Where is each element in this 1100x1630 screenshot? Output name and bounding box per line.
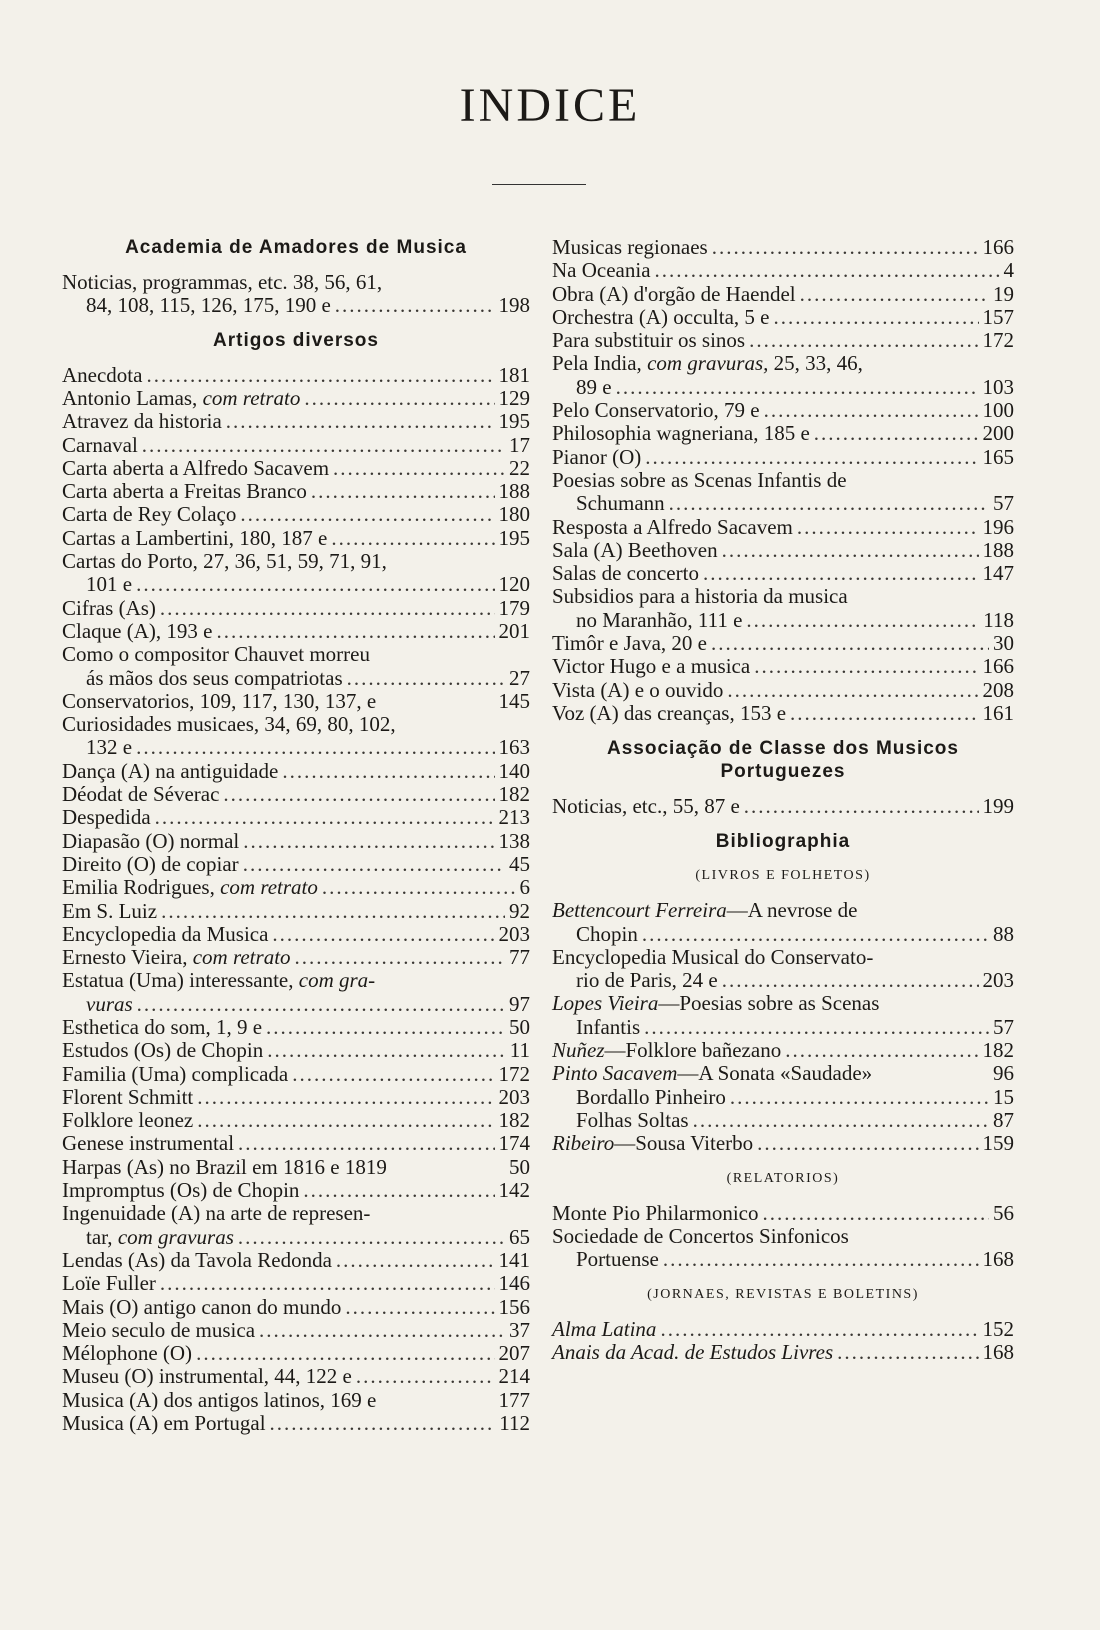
entry-page-number: 214	[498, 1364, 530, 1389]
entry-page-number: 156	[498, 1294, 530, 1319]
index-entry	[552, 1086, 1014, 1109]
entry-page-number: 87	[993, 1107, 1014, 1132]
entry-title: Pelo Conservatorio, 79 e	[552, 398, 760, 423]
entry-title: Carta de Rey Colaço	[62, 502, 237, 527]
entry-page-number: 57	[993, 491, 1014, 516]
index-entry	[62, 527, 530, 550]
index-entry	[62, 760, 530, 783]
entry-title: Musica (A) em Portugal	[62, 1411, 266, 1436]
index-entry	[62, 736, 530, 759]
entry-page-number: 203	[498, 1084, 530, 1109]
subheading-livros: (LIVROS E FOLHETOS)	[695, 868, 871, 884]
entry-page-number: 11	[509, 1038, 530, 1063]
entry-page-number: 203	[498, 921, 530, 946]
entry-title: 132 e	[86, 735, 133, 760]
index-entry	[62, 900, 530, 923]
entry-title: ás mãos dos seus compatriotas	[86, 665, 343, 690]
entry-title: Bettencourt Ferreira—A nevrose de	[552, 898, 858, 923]
entry-page-number: 188	[982, 537, 1014, 562]
entry-page-number: 92	[509, 898, 530, 923]
index-entry	[552, 899, 1014, 922]
index-entry	[552, 399, 1014, 422]
section-heading-academia: Academia de Amadores de Musica	[125, 237, 467, 258]
index-entry: Noticias, programmas, etc. 38, 56, 61,	[62, 269, 383, 294]
index-entry	[552, 1202, 1014, 1225]
index-entry	[552, 969, 1014, 992]
entry-page-number: 4	[1003, 258, 1014, 283]
index-entry	[62, 993, 530, 1016]
entry-page-number: 201	[498, 618, 530, 643]
index-entry	[552, 1062, 1014, 1085]
entry-title: no Maranhão, 111 e	[576, 607, 743, 632]
entry-title: Vista (A) e o ouvido	[552, 677, 724, 702]
entry-title: Atravez da historia	[62, 409, 222, 434]
entry-title: Folklore leonez	[62, 1108, 194, 1133]
entry-title: Nuñez—Folklore bañezano	[552, 1038, 782, 1062]
index-entry	[552, 609, 1014, 632]
entry-title: Esthetica do som, 1, 9 e	[62, 1015, 263, 1039]
index-entry	[552, 1341, 1014, 1364]
entry-title: Meio seculo de musica	[62, 1317, 256, 1342]
entry-page-number: 97	[509, 991, 530, 1016]
index-entry	[62, 434, 530, 457]
entry-title: Musicas regionaes	[552, 235, 708, 259]
entry-page-number: 200	[982, 421, 1014, 446]
entry-page-number: 172	[982, 328, 1014, 353]
entry-title: Carnaval	[62, 432, 138, 457]
entry-title: Ernesto Vieira, com retrato	[62, 945, 291, 970]
entry-page-number: 177	[498, 1387, 530, 1412]
entry-title: Carta aberta a Alfredo Sacavem	[62, 455, 330, 480]
entry-page-number: 147	[982, 561, 1014, 586]
index-entry	[552, 283, 1014, 306]
index-entry	[62, 364, 530, 387]
entry-page-number: 152	[982, 1316, 1014, 1341]
entry-title: Déodat de Séverac	[62, 782, 220, 807]
entry-title: Ribeiro—Sousa Viterbo	[552, 1131, 754, 1156]
subheading-jornaes: (JORNAES, REVISTAS E BOLETINS)	[647, 1287, 919, 1303]
index-entry	[552, 923, 1014, 946]
entry-page-number: 141	[498, 1247, 530, 1272]
index-entry	[62, 1272, 530, 1295]
entry-title: Estudos (Os) de Chopin	[62, 1038, 264, 1063]
entry-title: Familia (Uma) complicada	[62, 1061, 289, 1086]
index-entry	[62, 1342, 530, 1365]
entry-title: Como o compositor Chauvet morreu	[62, 642, 370, 667]
index-entry	[552, 1109, 1014, 1132]
entry-title: Pinto Sacavem—A Sonata «Saudade»	[552, 1061, 873, 1086]
entry-page-number: 208	[982, 677, 1014, 702]
entry-page-number: 168	[982, 1340, 1014, 1365]
entry-page-number: 157	[982, 304, 1014, 329]
index-entry	[62, 969, 530, 992]
index-list-relatorios	[552, 1202, 1014, 1272]
entry-page-number: 195	[498, 409, 530, 434]
entry-page-number: 118	[983, 607, 1014, 632]
entry-page-number: 196	[982, 514, 1014, 539]
entry-title: rio de Paris, 24 e	[576, 968, 718, 993]
index-list-livros	[552, 899, 1014, 1155]
index-entry	[62, 1086, 530, 1109]
entry-title: Dança (A) na antiguidade	[62, 758, 279, 783]
index-entry: 84, 108, 115, 126, 175, 190 e ..... 198	[62, 294, 530, 317]
entry-title: Alma Latina	[552, 1316, 657, 1341]
index-entry	[552, 329, 1014, 352]
index-entry	[552, 492, 1014, 515]
index-entry	[62, 853, 530, 876]
entry-title: Cartas do Porto, 27, 36, 51, 59, 71, 91,	[62, 549, 387, 574]
index-entry	[62, 1412, 530, 1435]
entry-title: Encyclopedia Musical do Conservato-	[552, 944, 874, 969]
entry-title: Mais (O) antigo canon do mundo	[62, 1294, 342, 1319]
index-entry	[62, 480, 530, 503]
entry-title: Schumann	[576, 491, 665, 516]
entry-page-number: 165	[982, 444, 1014, 469]
entry-title: Subsidios para a historia da musica	[552, 584, 848, 609]
entry-title: Antonio Lamas, com retrato	[62, 385, 301, 410]
entry-title: Voz (A) das creanças, 153 e	[552, 700, 787, 725]
entry-page-number: 30	[993, 631, 1014, 656]
entry-title: Em S. Luiz	[62, 898, 158, 923]
index-entry	[62, 806, 530, 829]
entry-page-number: 77	[509, 945, 530, 970]
entry-title: Musica (A) dos antigos latinos, 169 e	[62, 1387, 377, 1412]
left-column	[62, 236, 530, 1435]
index-entry	[552, 946, 1014, 969]
entry-title: 101 e	[86, 572, 133, 597]
entry-page-number: 172	[498, 1061, 530, 1086]
entry-page-number: 166	[982, 235, 1014, 259]
entry-title: Lopes Vieira—Poesias sobre as Scenas	[552, 991, 880, 1016]
index-entry	[62, 876, 530, 899]
entry-page-number: 145	[498, 688, 530, 713]
entry-title: Resposta a Alfredo Sacavem	[552, 514, 793, 539]
entry-page-number: 168	[982, 1247, 1014, 1272]
index-entry	[62, 946, 530, 969]
entry-page-number: 213	[498, 805, 530, 830]
entry-page-number: 50	[509, 1154, 530, 1179]
index-entry	[552, 1016, 1014, 1039]
entry-title: Loïe Fuller	[62, 1271, 156, 1296]
entry-title: Anecdota	[62, 362, 143, 387]
entry-page-number: 100	[982, 398, 1014, 423]
section-heading-artigos: Artigos diversos	[213, 329, 379, 351]
index-entry	[62, 690, 530, 713]
entry-title: Pela India, com gravuras, 25, 33, 46,	[552, 351, 863, 376]
entry-title: Florent Schmitt	[62, 1084, 194, 1109]
index-entry	[62, 1365, 530, 1388]
entry-title: Philosophia wagneriana, 185 e	[552, 421, 810, 446]
entry-title: 89 e	[576, 374, 612, 399]
index-entry	[62, 1319, 530, 1342]
entry-page-number: 182	[498, 1108, 530, 1133]
entry-page-number: 142	[498, 1178, 530, 1203]
entry-page-number: 182	[982, 1038, 1014, 1062]
entry-title: Portuense	[576, 1247, 659, 1272]
index-entry	[552, 422, 1014, 445]
entry-page-number: 50	[509, 1015, 530, 1039]
section-heading-bibliographia: Bibliographia	[715, 830, 851, 852]
index-entry	[62, 1202, 530, 1225]
entry-title: Chopin	[576, 921, 638, 946]
entry-title: Na Oceania	[552, 258, 651, 283]
title-divider	[492, 184, 586, 185]
entry-title: Museu (O) instrumental, 44, 122 e	[62, 1364, 352, 1389]
entry-page-number: 182	[498, 782, 530, 807]
entry-page-number: 57	[993, 1014, 1014, 1039]
index-entry: Noticias, etc., 55, 87 e ..... 199	[552, 795, 1014, 818]
entry-title: Monte Pio Philarmonico	[552, 1200, 759, 1225]
index-entry	[552, 702, 1014, 725]
index-entry	[62, 597, 530, 620]
entry-page-number: 181	[498, 362, 530, 387]
entry-title: Obra (A) d'orgão de Haendel	[552, 281, 796, 306]
entry-title: Carta aberta a Freitas Branco	[62, 479, 307, 504]
index-entry	[62, 1063, 530, 1086]
index-entry	[552, 236, 1014, 259]
entry-page-number: 27	[509, 665, 530, 690]
index-entry	[62, 1179, 530, 1202]
entry-page-number: 195	[498, 525, 530, 550]
entry-title: Orchestra (A) occulta, 5 e	[552, 304, 770, 329]
entry-page-number: 174	[498, 1131, 530, 1156]
index-entry	[62, 1016, 530, 1039]
entry-page-number: 88	[993, 921, 1014, 946]
index-entry	[552, 352, 1014, 375]
index-entry	[552, 516, 1014, 539]
index-entry	[552, 992, 1014, 1015]
index-entry	[62, 667, 530, 690]
index-entry	[62, 830, 530, 853]
entry-title: Despedida	[62, 805, 151, 830]
entry-title: Curiosidades musicaes, 34, 69, 80, 102,	[62, 712, 396, 737]
entry-page-number: 17	[509, 432, 530, 457]
entry-page-number: 161	[982, 700, 1014, 725]
index-entry	[552, 1225, 1014, 1248]
entry-page-number: 120	[498, 572, 530, 597]
entry-title: Pianor (O)	[552, 444, 642, 469]
entry-title: Cifras (As)	[62, 595, 156, 620]
entry-title: Emilia Rodrigues, com retrato	[62, 875, 318, 900]
index-entry	[62, 1296, 530, 1319]
index-entry	[552, 306, 1014, 329]
index-entry	[552, 562, 1014, 585]
index-entry	[552, 679, 1014, 702]
index-entry	[552, 376, 1014, 399]
index-entry	[62, 573, 530, 596]
entry-page-number: 180	[498, 502, 530, 527]
index-entry	[552, 585, 1014, 608]
index-entry	[62, 1389, 530, 1412]
entry-title: Harpas (As) no Brazil em 1816 e 1819	[62, 1154, 387, 1179]
entry-page-number: 166	[982, 654, 1014, 679]
index-entry	[62, 1226, 530, 1249]
right-column	[552, 236, 1014, 1365]
index-entry	[62, 550, 530, 573]
index-entry	[62, 387, 530, 410]
entry-title: Encyclopedia da Musica	[62, 921, 269, 946]
entry-title: Salas de concerto	[552, 561, 699, 586]
entry-title: Para substituir os sinos	[552, 328, 746, 353]
index-list-artigos	[62, 364, 530, 1436]
entry-page-number: 96	[993, 1061, 1014, 1086]
entry-page-number: 37	[509, 1317, 530, 1342]
entry-title: tar, com gravuras	[86, 1224, 234, 1249]
entry-page-number: 6	[519, 875, 530, 900]
entry-title: Impromptus (Os) de Chopin	[62, 1178, 300, 1203]
entry-title: Diapasão (O) normal	[62, 828, 240, 853]
section-heading-associacao: Associação de Classe dos Musicos Portuguezes	[607, 737, 959, 783]
entry-page-number: 15	[993, 1084, 1014, 1109]
entry-title: Lendas (As) da Tavola Redonda	[62, 1247, 332, 1272]
entry-title: Timôr e Java, 20 e	[552, 631, 707, 656]
index-entry	[62, 783, 530, 806]
entry-page-number: 19	[993, 281, 1014, 306]
index-entry	[62, 410, 530, 433]
index-entry	[552, 1132, 1014, 1155]
page-title: INDICE	[459, 79, 641, 132]
entry-page-number: 179	[498, 595, 530, 620]
index-entry	[62, 1109, 530, 1132]
entry-page-number: 65	[509, 1224, 530, 1249]
entry-page-number: 146	[498, 1271, 530, 1296]
index-entry	[552, 539, 1014, 562]
entry-page-number: 45	[509, 851, 530, 876]
index-entry	[552, 1318, 1014, 1341]
entry-page-number: 163	[498, 735, 530, 760]
entry-page-number: 22	[509, 455, 530, 480]
entry-title: Poesias sobre as Scenas Infantis de	[552, 467, 847, 492]
index-entry	[552, 446, 1014, 469]
index-list-artigos-cont	[552, 236, 1014, 725]
index-entry	[62, 457, 530, 480]
index-entry	[62, 1249, 530, 1272]
subheading-relatorios: (RELATORIOS)	[726, 1170, 840, 1186]
index-entry	[552, 1248, 1014, 1271]
index-entry	[62, 503, 530, 526]
entry-title: Genese instrumental	[62, 1131, 235, 1156]
entry-title: Anais da Acad. de Estudos Livres	[552, 1340, 834, 1365]
entry-page-number: 103	[982, 374, 1014, 399]
entry-title: Conservatorios, 109, 117, 130, 137, e	[62, 688, 377, 713]
entry-page-number: 188	[498, 479, 530, 504]
index-entry	[62, 1039, 530, 1062]
entry-title: Bordallo Pinheiro	[576, 1084, 726, 1109]
index-entry	[552, 632, 1014, 655]
entry-page-number: 129	[498, 385, 530, 410]
entry-title: Sociedade de Concertos Sinfonicos	[552, 1224, 849, 1249]
index-entry	[552, 259, 1014, 282]
index-list-jornaes	[552, 1318, 1014, 1365]
entry-title: Victor Hugo e a musica	[552, 654, 751, 679]
entry-page-number: 112	[499, 1411, 530, 1436]
entry-page-number: 138	[498, 828, 530, 853]
entry-page-number: 56	[993, 1200, 1014, 1225]
index-entry	[62, 923, 530, 946]
index-entry	[62, 1156, 530, 1179]
index-entry	[552, 655, 1014, 678]
entry-title: Estatua (Uma) interessante, com gra-	[62, 968, 376, 993]
entry-title: Sala (A) Beethoven	[552, 537, 718, 562]
index-entry	[62, 1132, 530, 1155]
entry-title: vuras	[86, 991, 133, 1016]
index-entry	[552, 469, 1014, 492]
entry-title: Infantis	[576, 1014, 641, 1039]
index-entry	[62, 643, 530, 666]
entry-title: Ingenuidade (A) na arte de represen-	[62, 1201, 371, 1226]
entry-page-number: 140	[498, 758, 530, 783]
entry-title: Folhas Soltas	[576, 1107, 689, 1132]
entry-page-number: 207	[498, 1341, 530, 1366]
entry-title: Direito (O) de copiar	[62, 851, 239, 876]
entry-page-number: 159	[982, 1131, 1014, 1156]
index-entry	[62, 713, 530, 736]
entry-title: Mélophone (O)	[62, 1341, 193, 1366]
entry-title: Cartas a Lambertini, 180, 187 e	[62, 525, 328, 550]
index-entry	[552, 1039, 1014, 1062]
entry-page-number: 203	[982, 968, 1014, 993]
entry-title: Claque (A), 193 e	[62, 618, 213, 643]
index-entry	[62, 620, 530, 643]
